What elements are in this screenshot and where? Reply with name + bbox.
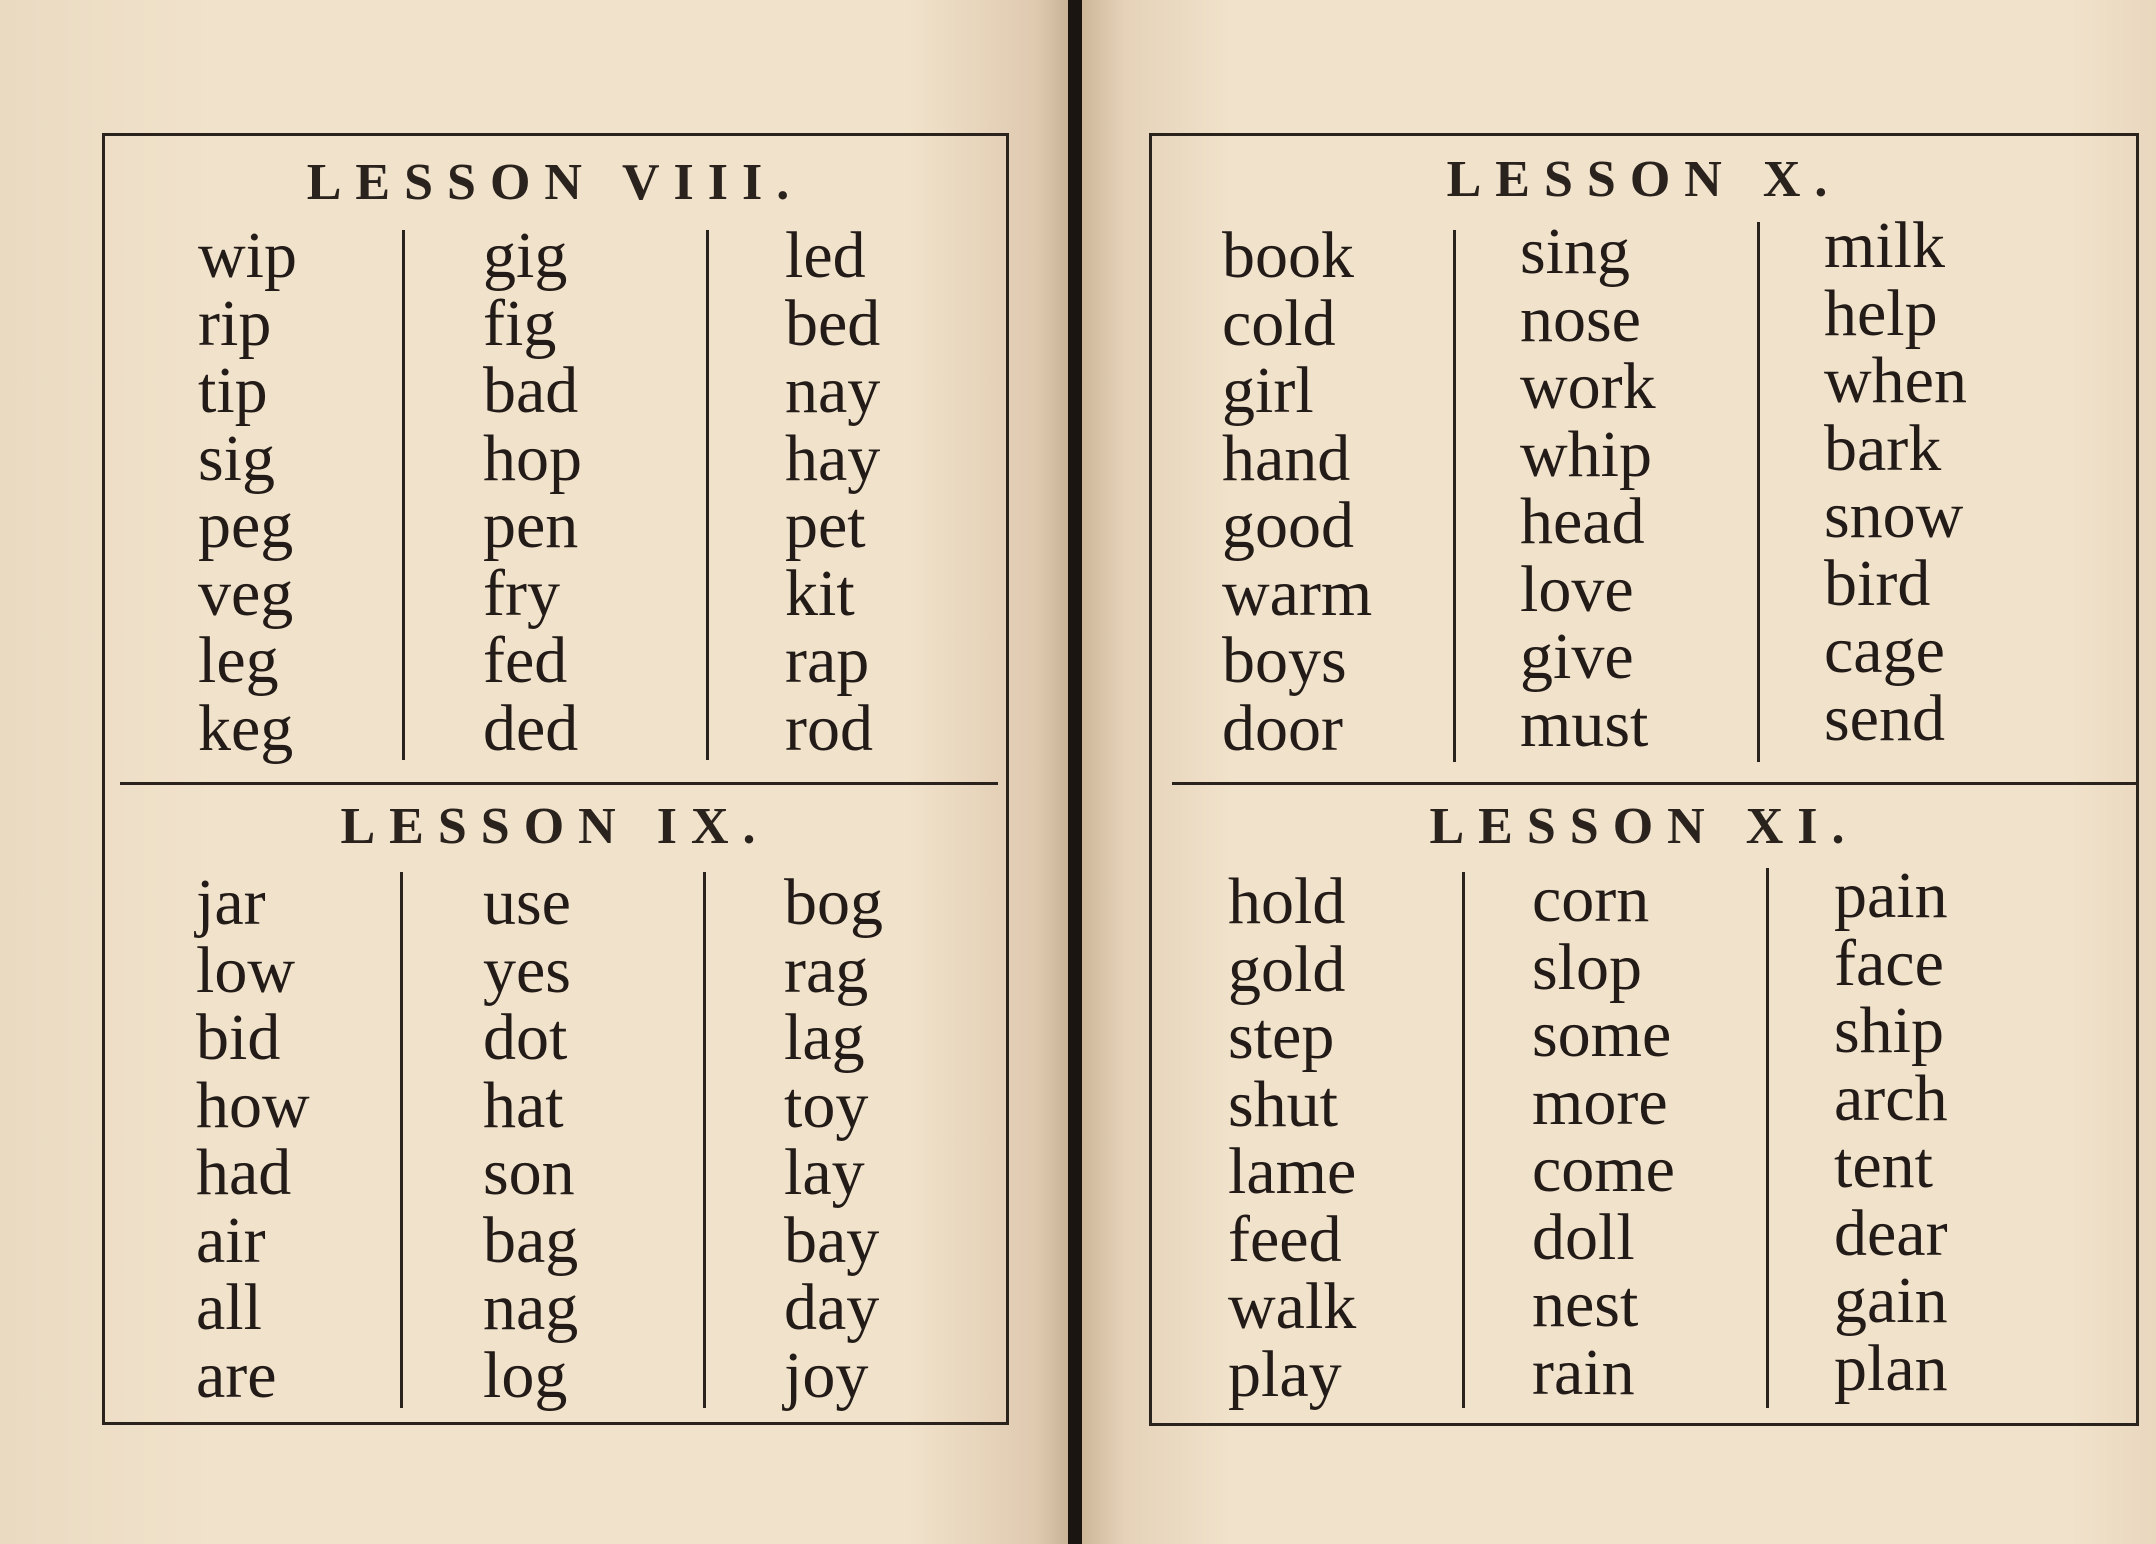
word-column [198, 219, 297, 765]
word-column [1824, 209, 1967, 755]
spelling-word: shut [1228, 1067, 1339, 1141]
column-divider [402, 230, 405, 760]
spelling-word: rain [1532, 1335, 1635, 1409]
spelling-word: hay [785, 421, 881, 495]
spelling-word: leg [198, 624, 279, 697]
spelling-word: nag [483, 1271, 579, 1344]
spelling-word: yes [483, 933, 571, 1007]
spelling-word: face [1834, 926, 1944, 1000]
spelling-word: snow [1824, 479, 1964, 552]
spelling-word: jar [196, 866, 266, 939]
spelling-word: son [483, 1136, 575, 1209]
spelling-word: bag [483, 1203, 579, 1277]
spelling-word: lag [784, 1001, 865, 1074]
spelling-word: play [1228, 1337, 1342, 1411]
spelling-word: bid [196, 1001, 281, 1074]
spelling-word: rap [785, 624, 870, 697]
spelling-word: slop [1532, 930, 1643, 1004]
word-column [1228, 865, 1357, 1411]
spelling-word: wip [198, 219, 297, 292]
spelling-word: feed [1228, 1202, 1342, 1276]
spelling-word: pen [483, 489, 579, 562]
spelling-word: how [196, 1068, 310, 1142]
spelling-word: hop [483, 421, 582, 495]
spelling-word: walk [1228, 1270, 1357, 1343]
spelling-word: rag [784, 933, 869, 1007]
spelling-word: when [1824, 344, 1967, 417]
spelling-word: pain [1834, 859, 1948, 932]
spelling-word: hat [483, 1068, 564, 1142]
spelling-word: nose [1520, 282, 1641, 356]
word-column [483, 219, 582, 765]
column-divider [400, 872, 403, 1408]
spelling-word: had [196, 1136, 292, 1209]
spelling-word: cage [1824, 614, 1945, 687]
spelling-word: led [785, 219, 866, 292]
column-divider [1757, 222, 1760, 762]
spelling-word: bog [784, 866, 883, 939]
spelling-word: give [1520, 620, 1634, 693]
spelling-word: fed [483, 624, 568, 697]
spelling-word: sig [198, 421, 276, 495]
spelling-word: dot [483, 1001, 568, 1074]
spelling-word: joy [784, 1338, 869, 1412]
spelling-word: fry [483, 556, 560, 630]
spelling-word: nay [785, 354, 881, 427]
left-lesson-divider [120, 782, 998, 785]
spelling-word: some [1532, 998, 1672, 1071]
spelling-word: bad [483, 354, 579, 427]
spelling-word: kit [785, 556, 855, 630]
spelling-word: good [1222, 489, 1354, 562]
lesson-title: LESSON VIII. [306, 154, 804, 211]
spelling-word: come [1532, 1133, 1675, 1206]
spelling-word: peg [198, 489, 294, 562]
spelling-word: fig [483, 286, 557, 360]
spelling-word: doll [1532, 1200, 1635, 1274]
spelling-word: bay [784, 1203, 880, 1277]
column-divider [706, 230, 709, 760]
spelling-word: step [1228, 1000, 1335, 1073]
spelling-word: all [196, 1271, 262, 1344]
spelling-word: work [1520, 350, 1656, 423]
spelling-word: whip [1520, 417, 1652, 491]
spelling-word: ded [483, 691, 579, 765]
column-divider [1453, 230, 1456, 762]
lesson-title: LESSON XI. [1429, 798, 1859, 855]
spelling-word: keg [198, 691, 294, 765]
spelling-word: cold [1222, 286, 1336, 360]
word-column [1532, 863, 1675, 1409]
word-column [196, 866, 310, 1412]
spelling-word: more [1532, 1065, 1668, 1139]
left-page [0, 0, 1068, 1544]
spelling-word: lame [1228, 1135, 1357, 1208]
column-divider [1462, 872, 1465, 1408]
right-lesson-divider [1172, 782, 2137, 785]
spelling-word: rip [198, 286, 272, 360]
spelling-word: door [1222, 691, 1343, 765]
spelling-word: use [483, 866, 571, 939]
spelling-word: milk [1824, 209, 1946, 282]
spelling-word: boys [1222, 624, 1347, 697]
spelling-word: veg [198, 556, 294, 630]
spelling-word: nest [1532, 1268, 1639, 1341]
spelling-word: warm [1222, 556, 1373, 630]
spelling-word: gold [1228, 932, 1346, 1006]
spelling-word: dear [1834, 1196, 1948, 1270]
spelling-word: ship [1834, 994, 1945, 1067]
spelling-word: tip [198, 354, 268, 427]
column-divider [703, 872, 706, 1408]
spelling-word: gig [483, 219, 568, 292]
lesson-title: LESSON X. [1446, 151, 1842, 208]
spelling-word: rod [785, 691, 873, 765]
spelling-word: help [1824, 276, 1938, 350]
spelling-word: gain [1834, 1264, 1948, 1337]
spelling-word: bird [1824, 546, 1931, 620]
lesson-title: LESSON IX. [340, 798, 770, 855]
spelling-word: girl [1222, 354, 1314, 427]
right-page [1082, 0, 2156, 1544]
spelling-word: air [196, 1203, 266, 1277]
spelling-word: day [784, 1271, 880, 1344]
spelling-word: bark [1824, 411, 1942, 485]
spelling-word: corn [1532, 863, 1650, 936]
word-column [1834, 859, 1948, 1405]
word-column [1222, 219, 1373, 765]
word-column [785, 219, 881, 765]
spelling-word: log [483, 1338, 568, 1412]
spelling-word: hold [1228, 865, 1346, 938]
spelling-word: toy [784, 1068, 869, 1142]
spelling-word: bed [785, 286, 881, 360]
spelling-word: sing [1520, 215, 1631, 288]
spelling-word: plan [1834, 1331, 1948, 1405]
spelling-word: are [196, 1338, 277, 1412]
spelling-word: head [1520, 485, 1645, 558]
spelling-word: lay [784, 1136, 865, 1209]
spelling-word: must [1520, 687, 1649, 761]
spelling-word: send [1824, 681, 1945, 755]
word-column [1520, 215, 1656, 761]
word-column [784, 866, 883, 1412]
spelling-word: low [196, 933, 295, 1007]
spelling-word: pet [785, 489, 866, 562]
word-column [483, 866, 579, 1412]
spelling-word: book [1222, 219, 1354, 292]
spelling-word: love [1520, 552, 1634, 626]
spelling-word: tent [1834, 1129, 1933, 1202]
spelling-word: arch [1834, 1061, 1948, 1135]
column-divider [1766, 868, 1769, 1408]
spelling-word: hand [1222, 421, 1351, 495]
